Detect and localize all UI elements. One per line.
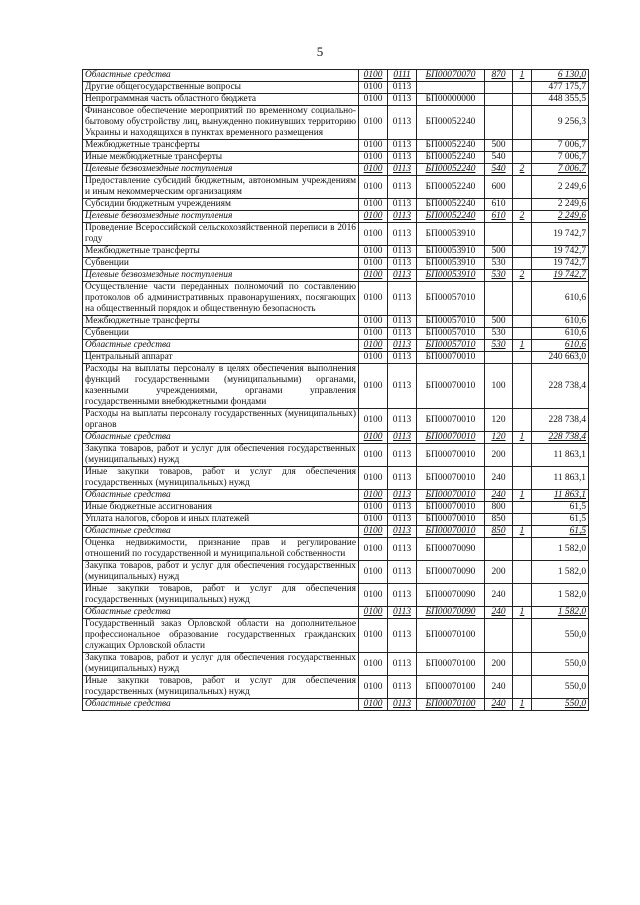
row-expense-type-code: 240: [485, 699, 513, 711]
table-row: [83, 246, 589, 258]
row-name: Областные средства: [83, 607, 359, 619]
row-target-code: БП00057010: [417, 340, 485, 352]
row-target-code: БП00052240: [417, 140, 485, 152]
row-section-code: 0100: [359, 82, 388, 94]
row-target-code: БП00070010: [417, 364, 485, 409]
row-name: Целевые безвозмездные поступления: [83, 164, 359, 176]
row-name: Иные бюджетные ассигнования: [83, 502, 359, 514]
row-amount: 477 175,7: [532, 82, 589, 94]
row-name: Предоставление субсидий бюджетным, автономным учреждениям и иным некоммерческим организациям: [83, 176, 359, 199]
row-expense-type-code: 200: [485, 653, 513, 676]
table-row: [83, 409, 589, 432]
row-target-code: БП00070100: [417, 699, 485, 711]
row-section-code: 0100: [359, 526, 388, 538]
page-number: 5: [316, 44, 324, 59]
row-amount: 1 582,0: [532, 607, 589, 619]
row-name: Субсидии бюджетным учреждениям: [83, 199, 359, 211]
row-target-code: БП00070090: [417, 584, 485, 607]
row-amount: 19 742,7: [532, 258, 589, 270]
row-funding-source-code: 1: [513, 70, 532, 82]
row-name: Закупка товаров, работ и услуг для обеспечения государственных (муниципальных) нужд: [83, 653, 359, 676]
row-funding-source-code: [513, 409, 532, 432]
row-subsection-code: 0113: [388, 282, 417, 316]
row-subsection-code: 0113: [388, 676, 417, 699]
row-name: Областные средства: [83, 490, 359, 502]
row-subsection-code: 0113: [388, 258, 417, 270]
row-target-code: БП00053910: [417, 246, 485, 258]
row-section-code: 0100: [359, 258, 388, 270]
row-target-code: БП00070010: [417, 490, 485, 502]
row-funding-source-code: 2: [513, 164, 532, 176]
row-subsection-code: 0113: [388, 502, 417, 514]
row-funding-source-code: 1: [513, 699, 532, 711]
row-name: Проведение Всероссийской сельскохозяйственной переписи в 2016 году: [83, 223, 359, 246]
table-row: [83, 70, 589, 82]
table-row: [83, 676, 589, 699]
row-name: Межбюджетные трансферты: [83, 140, 359, 152]
row-funding-source-code: 1: [513, 490, 532, 502]
row-subsection-code: 0113: [388, 409, 417, 432]
row-section-code: 0100: [359, 676, 388, 699]
row-amount: 11 863,1: [532, 490, 589, 502]
row-expense-type-code: 540: [485, 152, 513, 164]
row-name: Иные закупки товаров, работ и услуг для обеспечения государственных (муниципальных) нужд: [83, 467, 359, 490]
row-funding-source-code: [513, 676, 532, 699]
row-amount: 19 742,7: [532, 223, 589, 246]
row-section-code: 0100: [359, 584, 388, 607]
row-name: Оценка недвижимости, признание прав и регулирование отношений по государственной и муниципальной собственности: [83, 538, 359, 561]
row-subsection-code: 0113: [388, 584, 417, 607]
row-subsection-code: 0113: [388, 316, 417, 328]
row-target-code: БП00052240: [417, 106, 485, 140]
row-target-code: БП00070010: [417, 432, 485, 444]
row-name: Областные средства: [83, 340, 359, 352]
row-section-code: 0100: [359, 316, 388, 328]
table-row: [83, 340, 589, 352]
row-amount: 610,6: [532, 328, 589, 340]
row-target-code: БП00070010: [417, 352, 485, 364]
row-expense-type-code: 200: [485, 444, 513, 467]
row-funding-source-code: 2: [513, 211, 532, 223]
row-amount: 550,0: [532, 619, 589, 653]
row-subsection-code: 0113: [388, 526, 417, 538]
row-expense-type-code: 850: [485, 514, 513, 526]
row-section-code: 0100: [359, 164, 388, 176]
row-expense-type-code: [485, 106, 513, 140]
row-target-code: БП00070010: [417, 467, 485, 490]
row-target-code: БП00053910: [417, 258, 485, 270]
row-subsection-code: 0113: [388, 106, 417, 140]
row-name: Непрограммная часть областного бюджета: [83, 94, 359, 106]
row-funding-source-code: [513, 514, 532, 526]
row-funding-source-code: [513, 328, 532, 340]
row-expense-type-code: 610: [485, 199, 513, 211]
table-row: [83, 538, 589, 561]
budget-table: [82, 69, 589, 711]
row-expense-type-code: 120: [485, 432, 513, 444]
row-target-code: БП00000000: [417, 94, 485, 106]
row-section-code: 0100: [359, 364, 388, 409]
row-expense-type-code: 540: [485, 164, 513, 176]
row-target-code: БП00052240: [417, 199, 485, 211]
row-name: Иные межбюджетные трансферты: [83, 152, 359, 164]
row-funding-source-code: [513, 282, 532, 316]
row-target-code: БП00057010: [417, 282, 485, 316]
table-row: [83, 152, 589, 164]
row-expense-type-code: 240: [485, 607, 513, 619]
row-section-code: 0100: [359, 619, 388, 653]
table-row: [83, 106, 589, 140]
row-subsection-code: 0113: [388, 223, 417, 246]
row-expense-type-code: [485, 538, 513, 561]
row-name: Закупка товаров, работ и услуг для обеспечения государственных (муниципальных) нужд: [83, 444, 359, 467]
row-section-code: 0100: [359, 490, 388, 502]
row-expense-type-code: 240: [485, 467, 513, 490]
row-section-code: 0100: [359, 561, 388, 584]
row-funding-source-code: [513, 467, 532, 490]
row-subsection-code: 0113: [388, 152, 417, 164]
row-name: Областные средства: [83, 526, 359, 538]
row-section-code: 0100: [359, 340, 388, 352]
row-expense-type-code: 600: [485, 176, 513, 199]
row-funding-source-code: [513, 502, 532, 514]
table-row: [83, 699, 589, 711]
row-amount: 61,5: [532, 502, 589, 514]
table-row: [83, 526, 589, 538]
row-funding-source-code: 1: [513, 432, 532, 444]
row-section-code: 0100: [359, 223, 388, 246]
row-section-code: 0100: [359, 211, 388, 223]
row-amount: 7 006,7: [532, 152, 589, 164]
row-subsection-code: 0113: [388, 94, 417, 106]
row-target-code: БП00070090: [417, 607, 485, 619]
table-row: [83, 316, 589, 328]
row-section-code: 0100: [359, 282, 388, 316]
row-section-code: 0100: [359, 653, 388, 676]
row-target-code: БП00052240: [417, 176, 485, 199]
row-expense-type-code: 240: [485, 584, 513, 607]
table-row: [83, 432, 589, 444]
row-expense-type-code: 500: [485, 316, 513, 328]
row-name: Субвенции: [83, 328, 359, 340]
row-funding-source-code: 1: [513, 607, 532, 619]
row-expense-type-code: 870: [485, 70, 513, 82]
row-amount: 448 355,5: [532, 94, 589, 106]
row-amount: 1 582,0: [532, 584, 589, 607]
row-name: Иные закупки товаров, работ и услуг для обеспечения государственных (муниципальных) нужд: [83, 676, 359, 699]
table-row: [83, 176, 589, 199]
row-target-code: БП00070070: [417, 70, 485, 82]
row-target-code: БП00070090: [417, 561, 485, 584]
row-funding-source-code: [513, 653, 532, 676]
row-expense-type-code: [485, 282, 513, 316]
row-subsection-code: 0113: [388, 432, 417, 444]
row-subsection-code: 0113: [388, 514, 417, 526]
row-subsection-code: 0113: [388, 340, 417, 352]
row-amount: 1 582,0: [532, 561, 589, 584]
row-expense-type-code: 530: [485, 340, 513, 352]
row-expense-type-code: 850: [485, 526, 513, 538]
row-name: Межбюджетные трансферты: [83, 316, 359, 328]
row-subsection-code: 0113: [388, 467, 417, 490]
table-row: [83, 140, 589, 152]
table-row: [83, 199, 589, 211]
row-target-code: БП00053910: [417, 223, 485, 246]
row-subsection-code: 0113: [388, 328, 417, 340]
row-expense-type-code: 240: [485, 676, 513, 699]
row-subsection-code: 0113: [388, 82, 417, 94]
row-section-code: 0100: [359, 607, 388, 619]
row-subsection-code: 0113: [388, 364, 417, 409]
row-expense-type-code: [485, 619, 513, 653]
row-target-code: БП00052240: [417, 211, 485, 223]
row-section-code: 0100: [359, 94, 388, 106]
row-subsection-code: 0113: [388, 176, 417, 199]
row-amount: 2 249,6: [532, 176, 589, 199]
table-row: [83, 619, 589, 653]
row-amount: 7 006,7: [532, 140, 589, 152]
row-name: Государственный заказ Орловской области на дополнительное профессиональное образование государственных гражданских служащих Орловской области: [83, 619, 359, 653]
row-section-code: 0100: [359, 502, 388, 514]
row-expense-type-code: 530: [485, 328, 513, 340]
table-row: [83, 502, 589, 514]
row-section-code: 0100: [359, 176, 388, 199]
row-target-code: [417, 82, 485, 94]
row-target-code: БП00070100: [417, 653, 485, 676]
row-target-code: БП00070100: [417, 619, 485, 653]
row-subsection-code: 0113: [388, 199, 417, 211]
row-expense-type-code: 500: [485, 140, 513, 152]
row-name: Осуществление части переданных полномочий по составлению протоколов об административных правонарушениях, посягающих на общественный порядок и общественную безопасность: [83, 282, 359, 316]
row-amount: 228 738,4: [532, 364, 589, 409]
row-expense-type-code: 800: [485, 502, 513, 514]
row-funding-source-code: 2: [513, 270, 532, 282]
row-amount: 11 863,1: [532, 467, 589, 490]
row-section-code: 0100: [359, 352, 388, 364]
row-funding-source-code: [513, 199, 532, 211]
row-target-code: БП00070010: [417, 514, 485, 526]
row-expense-type-code: [485, 352, 513, 364]
table-row: [83, 607, 589, 619]
row-section-code: 0100: [359, 152, 388, 164]
row-funding-source-code: [513, 561, 532, 584]
row-amount: 61,5: [532, 514, 589, 526]
row-funding-source-code: [513, 106, 532, 140]
row-subsection-code: 0113: [388, 352, 417, 364]
row-expense-type-code: 500: [485, 246, 513, 258]
row-section-code: 0100: [359, 699, 388, 711]
row-name: Финансовое обеспечение мероприятий по временному социально-бытовому обустройству лиц, вынужденно покинувших территорию Украины и находящихся в пунктах временного размещения: [83, 106, 359, 140]
row-name: Центральный аппарат: [83, 352, 359, 364]
row-amount: 550,0: [532, 676, 589, 699]
row-name: Целевые безвозмездные поступления: [83, 211, 359, 223]
table-row: [83, 164, 589, 176]
row-funding-source-code: [513, 176, 532, 199]
row-amount: 7 006,7: [532, 164, 589, 176]
row-funding-source-code: [513, 152, 532, 164]
row-subsection-code: 0113: [388, 270, 417, 282]
table-row: [83, 490, 589, 502]
row-subsection-code: 0113: [388, 538, 417, 561]
row-amount: 2 249,6: [532, 199, 589, 211]
row-funding-source-code: [513, 444, 532, 467]
row-subsection-code: 0113: [388, 561, 417, 584]
table-row: [83, 514, 589, 526]
row-expense-type-code: 100: [485, 364, 513, 409]
row-amount: 61,5: [532, 526, 589, 538]
table-row: [83, 282, 589, 316]
row-amount: 610,6: [532, 340, 589, 352]
row-amount: 550,0: [532, 653, 589, 676]
row-funding-source-code: [513, 364, 532, 409]
row-expense-type-code: 120: [485, 409, 513, 432]
row-target-code: БП00070010: [417, 409, 485, 432]
table-row: [83, 584, 589, 607]
row-target-code: БП00053910: [417, 270, 485, 282]
row-section-code: 0100: [359, 538, 388, 561]
row-amount: 240 663,0: [532, 352, 589, 364]
row-amount: 6 130,0: [532, 70, 589, 82]
row-name: Областные средства: [83, 70, 359, 82]
row-name: Субвенции: [83, 258, 359, 270]
row-section-code: 0100: [359, 270, 388, 282]
row-name: Закупка товаров, работ и услуг для обеспечения государственных (муниципальных) нужд: [83, 561, 359, 584]
row-target-code: БП00070090: [417, 538, 485, 561]
row-target-code: БП00070010: [417, 526, 485, 538]
row-subsection-code: 0113: [388, 653, 417, 676]
row-section-code: 0100: [359, 444, 388, 467]
row-subsection-code: 0113: [388, 140, 417, 152]
row-funding-source-code: [513, 538, 532, 561]
row-subsection-code: 0113: [388, 619, 417, 653]
row-amount: 9 256,3: [532, 106, 589, 140]
row-funding-source-code: [513, 619, 532, 653]
row-target-code: БП00052240: [417, 152, 485, 164]
row-subsection-code: 0113: [388, 211, 417, 223]
row-target-code: БП00057010: [417, 316, 485, 328]
table-row: [83, 211, 589, 223]
row-target-code: БП00070010: [417, 502, 485, 514]
table-row: [83, 82, 589, 94]
row-amount: 19 742,7: [532, 270, 589, 282]
row-name: Целевые безвозмездные поступления: [83, 270, 359, 282]
row-amount: 19 742,7: [532, 246, 589, 258]
table-row: [83, 467, 589, 490]
table-row: [83, 328, 589, 340]
row-amount: 1 582,0: [532, 538, 589, 561]
row-section-code: 0100: [359, 409, 388, 432]
row-name: Уплата налогов, сборов и иных платежей: [83, 514, 359, 526]
table-row: [83, 258, 589, 270]
row-funding-source-code: 1: [513, 340, 532, 352]
row-amount: 610,6: [532, 282, 589, 316]
table-row: [83, 364, 589, 409]
row-amount: 2 249,6: [532, 211, 589, 223]
table-row: [83, 223, 589, 246]
row-funding-source-code: [513, 316, 532, 328]
row-amount: 228 738,4: [532, 432, 589, 444]
row-target-code: БП00052240: [417, 164, 485, 176]
row-subsection-code: 0113: [388, 699, 417, 711]
row-section-code: 0100: [359, 70, 388, 82]
row-funding-source-code: [513, 246, 532, 258]
row-expense-type-code: 240: [485, 490, 513, 502]
row-expense-type-code: [485, 223, 513, 246]
row-target-code: БП00070010: [417, 444, 485, 467]
table-row: [83, 561, 589, 584]
row-funding-source-code: [513, 352, 532, 364]
row-name: Расходы на выплаты персоналу государственных (муниципальных) органов: [83, 409, 359, 432]
row-name: Областные средства: [83, 432, 359, 444]
row-section-code: 0100: [359, 106, 388, 140]
row-expense-type-code: 200: [485, 561, 513, 584]
row-subsection-code: 0113: [388, 164, 417, 176]
row-funding-source-code: [513, 584, 532, 607]
row-amount: 550,0: [532, 699, 589, 711]
row-name: Межбюджетные трансферты: [83, 246, 359, 258]
table-row: [83, 352, 589, 364]
row-expense-type-code: 610: [485, 211, 513, 223]
row-subsection-code: 0113: [388, 490, 417, 502]
row-target-code: БП00057010: [417, 328, 485, 340]
row-name: Областные средства: [83, 699, 359, 711]
row-amount: 610,6: [532, 316, 589, 328]
row-funding-source-code: [513, 94, 532, 106]
row-expense-type-code: 530: [485, 270, 513, 282]
table-row: [83, 270, 589, 282]
row-section-code: 0100: [359, 328, 388, 340]
row-target-code: БП00070100: [417, 676, 485, 699]
row-section-code: 0100: [359, 199, 388, 211]
row-subsection-code: 0113: [388, 444, 417, 467]
row-section-code: 0100: [359, 246, 388, 258]
row-expense-type-code: [485, 82, 513, 94]
row-funding-source-code: [513, 140, 532, 152]
table-row: [83, 653, 589, 676]
row-funding-source-code: [513, 258, 532, 270]
row-amount: 228 738,4: [532, 409, 589, 432]
row-section-code: 0100: [359, 140, 388, 152]
row-subsection-code: 0113: [388, 607, 417, 619]
row-funding-source-code: [513, 82, 532, 94]
row-funding-source-code: [513, 223, 532, 246]
row-name: Другие общегосударственные вопросы: [83, 82, 359, 94]
row-name: Расходы на выплаты персоналу в целях обеспечения выполнения функций государственными (муниципальными) органами, казенными учреждениями, органами управления государственными внебюджетными фондами: [83, 364, 359, 409]
row-name: Иные закупки товаров, работ и услуг для обеспечения государственных (муниципальных) нужд: [83, 584, 359, 607]
row-amount: 11 863,1: [532, 444, 589, 467]
row-section-code: 0100: [359, 514, 388, 526]
row-expense-type-code: 530: [485, 258, 513, 270]
row-funding-source-code: 1: [513, 526, 532, 538]
row-section-code: 0100: [359, 432, 388, 444]
table-row: [83, 94, 589, 106]
row-section-code: 0100: [359, 467, 388, 490]
row-expense-type-code: [485, 94, 513, 106]
row-subsection-code: 0113: [388, 246, 417, 258]
table-row: [83, 444, 589, 467]
row-subsection-code: 0111: [388, 70, 417, 82]
